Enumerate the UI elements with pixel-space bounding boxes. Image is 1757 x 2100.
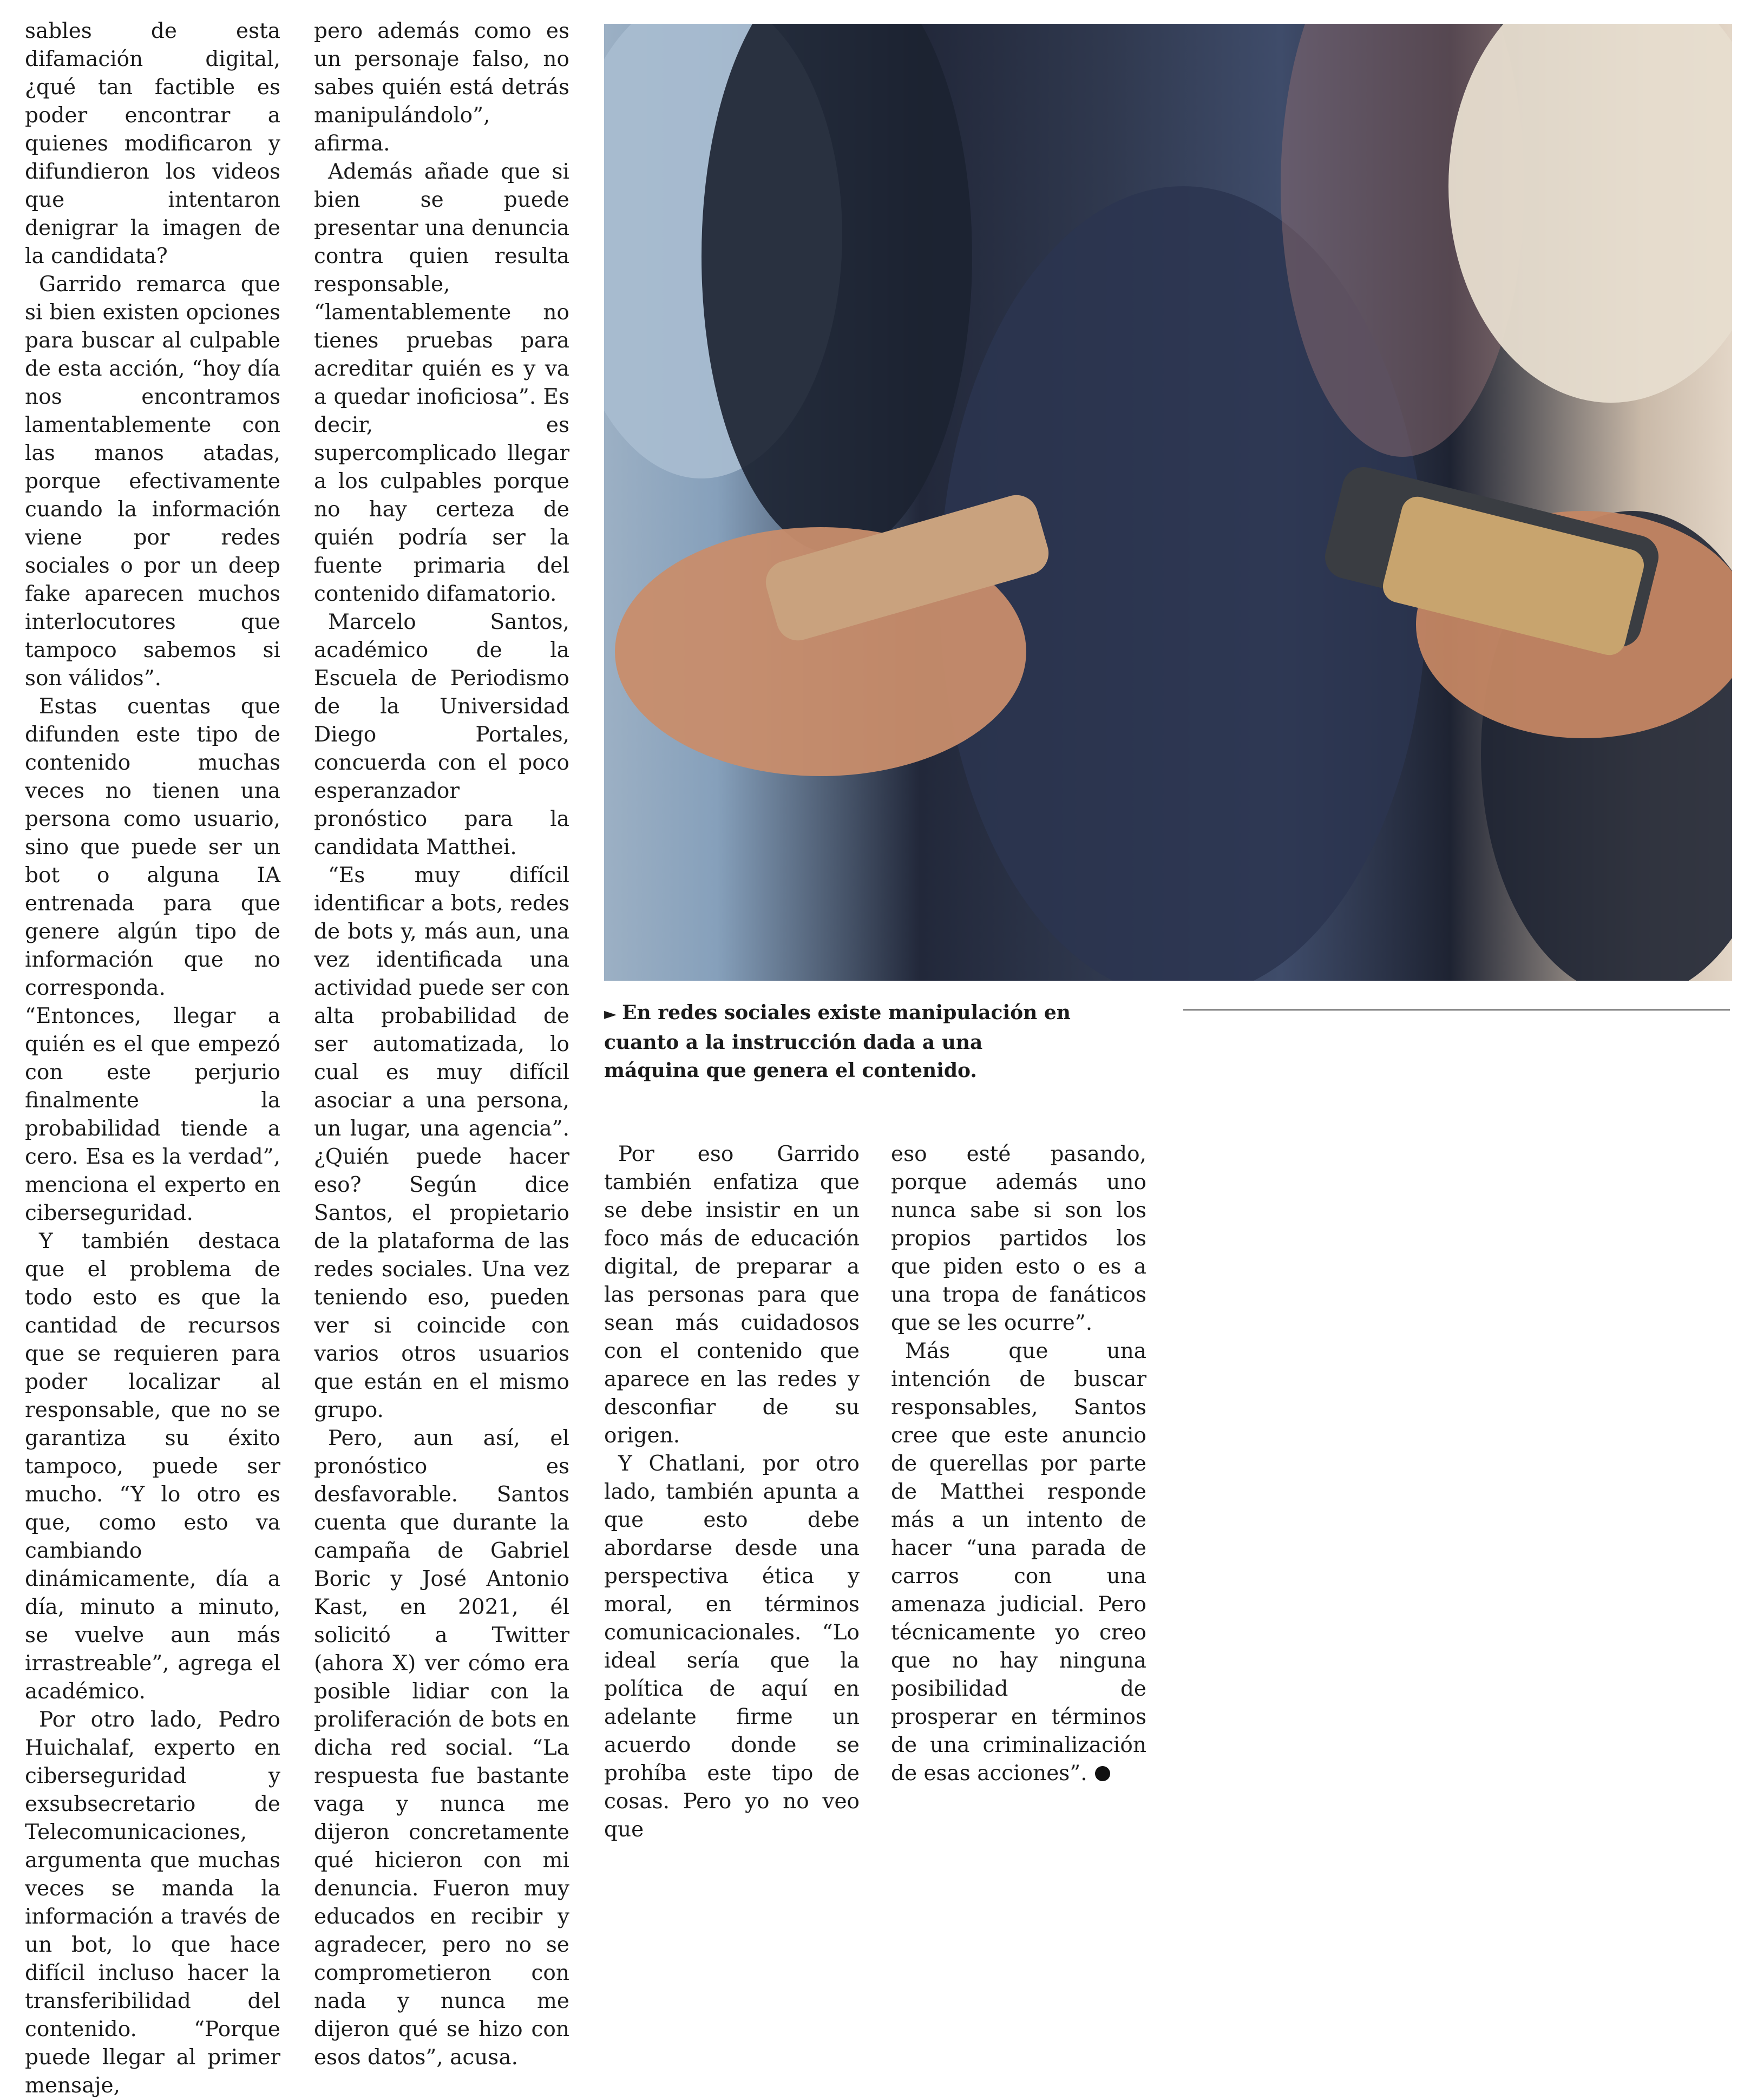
paragraph: Estas cuentas que difunden este tipo de contenido muchas veces no tienen una persona como usuario, sino que puede ser un bot o alguna IA entrenada para que genere algún tipo de información que no corresponda. “Entonces, llegar a quién es el que empezó con este perjurio finalmente la probabilidad tiende a cero. Esa es la verdad”, menciona el experto en ciberseguridad.: [25, 694, 280, 1225]
paragraph: pero además como es un personaje falso, no sabes quién está detrás manipulándolo”, afirma.: [314, 19, 569, 156]
article-column-1: [25, 17, 280, 2100]
paragraph: sables de esta difamación digital, ¿qué tan factible es poder encontrar a quienes modificaron y difundieron los videos que intentaron denigrar la imagen de la candidata?: [25, 19, 280, 268]
paragraph: Por otro lado, Pedro Huichalaf, experto en ciberseguridad y exsubsecretario de Telecomunicaciones, argumenta que muchas veces se manda la información a través de un bot, lo que hace difícil incluso hacer la transferibilidad del contenido. “Porque puede llegar al primer mensaje,: [25, 1708, 280, 2098]
paragraph: Pero, aun así, el pronóstico es desfavorable. Santos cuenta que durante la campaña de Gabriel Boric y José Antonio Kast, en 2021, él solicitó a Twitter (ahora X) ver cómo era posible lidiar con la proliferación de bots en dicha red social. “La respuesta fue bastante vaga y nunca me dijeron concretamente qué hicieron con mi denuncia. Fueron muy educados en recibir y agradecer, pero no se comprometieron con nada y nunca me dijeron qué se hizo con esos datos”, acusa.: [314, 1426, 569, 2070]
triangle-right-icon: ►: [604, 1005, 617, 1023]
paragraph: [891, 1337, 1146, 1788]
paragraph: Y Chatlani, por otro lado, también apunta a que esto debe abordarse desde una perspectiva ética y moral, en términos comunicacionales. “Lo ideal sería que la política de aquí en adelante firme un acuerdo donde se prohíba este tipo de cosas. Pero yo no veo que: [604, 1452, 860, 1842]
filled-circle-icon: [1095, 1766, 1110, 1781]
paragraph: Y también destaca que el problema de todo esto es que la cantidad de recursos que se requieren para poder localizar al responsable, que no se garantiza su éxito tampoco, puede ser mucho. “Y lo otro es que, como esto va cambiando dinámicamente, día a día, minuto a minuto, se vuelve aun más irrastreable”, agrega el académico.: [25, 1229, 280, 1704]
paragraph: Por eso Garrido también enfatiza que se debe insistir en un foco más de educación digital, de preparar a las personas para que sean más cuidadosos con el contenido que aparece en las redes y desconfiar de su origen.: [604, 1142, 860, 1448]
paragraph: Garrido remarca que si bien existen opciones para buscar al culpable de esta acción, “hoy día nos encontramos lamentablemente con las manos atadas, porque efectivamente cuando la información viene por redes sociales o por un deep fake aparecen muchos interlocutores que tampoco sabemos si son válidos”.: [25, 272, 280, 691]
article-column-3: [604, 1140, 860, 1844]
article-column-4: [891, 1140, 1146, 1788]
article-column-2: [314, 17, 569, 2072]
paragraph-text: Más que una intención de buscar responsables, Santos cree que este anuncio de querellas por parte de Matthei responde más a un intento de hacer “una parada de carros con una amenaza judicial. Pero técnicamente yo creo que no hay ninguna posibilidad de prosperar en términos de una criminalización de esas acciones”.: [891, 1339, 1146, 1786]
article-photo: [604, 24, 1732, 981]
paragraph: Marcelo Santos, académico de la Escuela de Periodismo de la Universidad Diego Portales, concuerda con el poco esperanzador pronóstico para la candidata Matthei.: [314, 610, 569, 859]
paragraph: eso esté pasando, porque además uno nunca sabe si son los propios partidos los que piden esto o es a una tropa de fanáticos que se les ocurre”.: [891, 1142, 1146, 1335]
caption-text: En redes sociales existe manipulación en cuanto a la instrucción dada a una máquina que genera el contenido.: [604, 1001, 1071, 1082]
paragraph: “Es muy difícil identificar a bots, redes de bots y, más aun, una vez identificada una actividad puede ser con alta probabilidad de ser automatizada, lo cual es muy difícil asociar a una persona, un lugar, una agencia”. ¿Quién puede hacer eso? Según dice Santos, el propietario de la plataforma de las redes sociales. Una vez teniendo eso, pueden ver si coincide con varios otros usuarios que están en el mismo grupo.: [314, 863, 569, 1422]
photo-caption: [604, 999, 1080, 1085]
paragraph: Además añade que si bien se puede presentar una denuncia contra quien resulta responsable, “lamentablemente no tienes pruebas para acreditar quién es y va a quedar inoficiosa”. Es decir, es supercomplicado llegar a los culpables porque no hay certeza de quién podría ser la fuente primaria del contenido difamatorio.: [314, 160, 569, 606]
divider: [1183, 1009, 1730, 1010]
